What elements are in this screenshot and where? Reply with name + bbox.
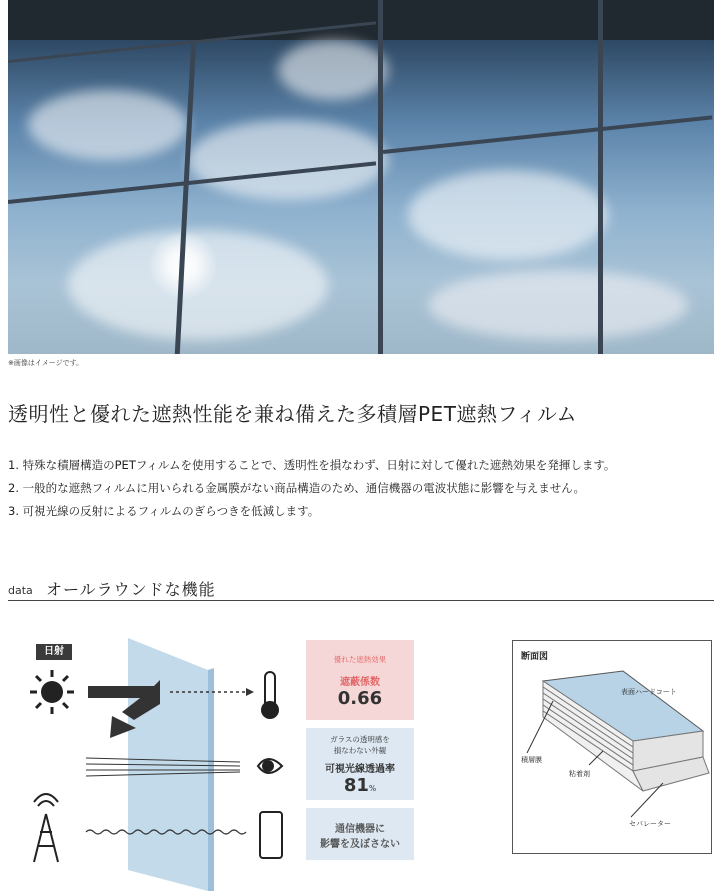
thermometer-icon xyxy=(262,672,278,718)
eye-icon xyxy=(258,759,282,773)
cross-section-panel xyxy=(512,640,712,854)
antenna-tower-icon xyxy=(34,794,58,862)
visible-transmittance-value: 81 xyxy=(343,775,369,796)
solar-shading-box xyxy=(306,640,414,720)
feature-item: 1. 特殊な積層構造のPETフィルムを使用することで、透明性を損なわず、日射に対して優れた遮熱効果を発揮します。 xyxy=(8,458,616,472)
cloud-shape xyxy=(428,270,688,340)
visible-light-box xyxy=(306,728,414,800)
percent-unit: % xyxy=(368,784,377,793)
box1-subtitle: 優れた遮熱効果 xyxy=(333,655,387,664)
image-caption: ※画像はイメージです。 xyxy=(8,359,84,367)
adhesive-label: 粘着剤 xyxy=(569,770,590,778)
glass-panel-edge xyxy=(208,668,214,891)
box2-subtitle-2: 損なわない外観 xyxy=(333,746,387,755)
section-tag: data xyxy=(8,584,33,597)
feature-item: 3. 可視光線の反射によるフィルムのぎらつきを低減します。 xyxy=(8,504,320,518)
cross-section-title: 断面図 xyxy=(521,652,549,662)
box2-subtitle-1: ガラスの透明感を xyxy=(330,735,390,744)
feature-list xyxy=(8,454,615,523)
cross-section-drawing xyxy=(513,641,711,853)
layer-film-label: 積層膜 xyxy=(521,756,542,764)
cloud-shape xyxy=(188,120,388,200)
hardcoat-label: 表面ハードコート xyxy=(621,688,677,696)
cloud-shape xyxy=(28,90,188,160)
feature-item: 2. 一般的な遮熱フィルムに用いられる金属膜がない商品構造のため、通信機器の電波状態に影響を与えません。 xyxy=(8,481,585,495)
no-interference-box xyxy=(306,808,414,860)
sun-icon xyxy=(30,670,74,714)
sun-label: 日射 xyxy=(36,644,72,660)
box1-label: 遮蔽係数 xyxy=(340,677,380,688)
cloud-shape xyxy=(408,170,608,260)
cloud-shape xyxy=(278,40,388,100)
building-top-band xyxy=(8,0,714,40)
separator-label: セパレーター xyxy=(629,820,671,828)
box2-label: 可視光線透過率 xyxy=(325,764,395,775)
section-header xyxy=(8,576,714,601)
window-mullion xyxy=(378,0,383,354)
shading-coefficient-value: 0.66 xyxy=(337,688,383,709)
window-mullion xyxy=(598,0,603,354)
function-diagram xyxy=(0,600,716,891)
page-headline: 透明性と優れた遮熱性能を兼ね備えた多積層PET遮熱フィルム xyxy=(8,402,578,426)
section-title: オールラウンドな機能 xyxy=(46,580,216,599)
box3-line-1: 通信機器に xyxy=(335,824,385,835)
window-transom xyxy=(383,115,713,154)
box3-line-2: 影響を及ぼさない xyxy=(320,839,400,850)
hero-image xyxy=(8,0,714,354)
smartphone-icon xyxy=(260,812,282,858)
